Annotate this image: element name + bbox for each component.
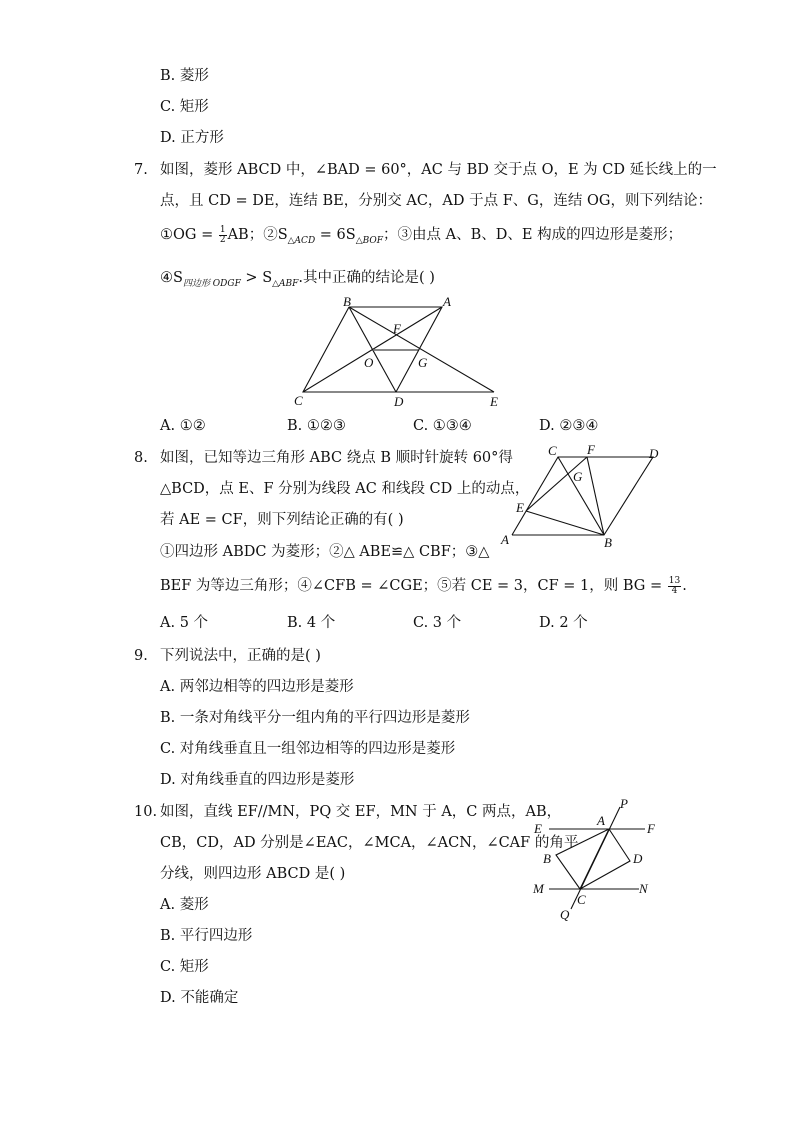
q7-option-d: D. ②③④: [539, 418, 599, 434]
q10-label-p: P: [620, 796, 628, 811]
q10-line-1: 如图，直线 EF//MN，PQ 交 EF，MN 于 A，C 两点，AB，: [160, 804, 562, 820]
q8-l5-a: BEF 为等边三角形；④∠CFB = ∠CGE；⑤若 CE = 3，CF = 1，则 BG =: [160, 578, 663, 594]
q7-label-d: D: [394, 394, 404, 409]
q8-figure: [496, 440, 666, 552]
q7-l4-c: .其中正确的结论是( ): [298, 270, 435, 286]
q8-line-3: 若 AE = CF，则下列结论正确的有( ): [160, 512, 404, 528]
q9-option-a: A. 两邻边相等的四边形是菱形: [160, 679, 354, 695]
q8-segment-fb: [587, 457, 604, 535]
q8-label-c: C: [548, 443, 557, 458]
q7-label-c: C: [294, 393, 303, 408]
q10-label-q: Q: [560, 907, 570, 922]
q7-frac-den: 2: [219, 234, 226, 245]
q8-number: 8.: [134, 450, 148, 466]
q10-label-f: F: [647, 821, 655, 836]
q8-frac-num: 13: [668, 575, 681, 586]
q10-line-3: 分线，则四边形 ABCD 是( ): [160, 866, 346, 882]
q8-line-5: [160, 576, 687, 596]
q8-l5-b: .: [682, 578, 687, 594]
q10-quadrilateral: [556, 829, 630, 889]
q7-number: 7.: [134, 162, 148, 178]
q7-option-a: A. ①②: [160, 418, 206, 434]
q8-option-b: B. 4 个: [287, 615, 336, 631]
q7-option-c: C. ①③④: [413, 418, 472, 434]
q7-label-b: B: [343, 295, 351, 309]
q8-option-a: A. 5 个: [160, 615, 209, 631]
q7-figure: [290, 295, 510, 413]
q8-line-1: 如图，已知等边三角形 ABC 绕点 B 顺时针旋转 60°得: [160, 450, 513, 466]
q10-segment-ac: [580, 829, 609, 889]
q10-option-c: C. 矩形: [160, 959, 209, 975]
q10-figure: [525, 795, 670, 925]
q7-line-4: [160, 268, 435, 294]
q6-option-b: B. 菱形: [160, 68, 209, 84]
q8-option-c: C. 3 个: [413, 615, 462, 631]
q7-line-2: 点，且 CD = DE，连结 BE，分别交 AC，AD 于点 F、G，连结 OG，则下列结论：: [160, 193, 712, 209]
q9-option-d: D. 对角线垂直的四边形是菱形: [160, 772, 355, 788]
q10-number: 10.: [134, 804, 158, 820]
q7-l3-b: AB；②S: [227, 227, 288, 243]
q10-option-a: A. 菱形: [160, 897, 209, 913]
q7-line-3: [160, 225, 682, 251]
q10-option-d: D. 不能确定: [160, 990, 239, 1006]
q7-option-b: B. ①②③: [287, 418, 346, 434]
q7-label-f: F: [393, 321, 401, 336]
q9-stem: 下列说法中，正确的是( ): [160, 648, 321, 664]
q7-l3-sub2: △BOF: [355, 235, 384, 246]
q10-label-m: M: [533, 881, 544, 896]
q7-l4-a: ④S: [160, 270, 183, 286]
q8-option-d: D. 2 个: [539, 615, 588, 631]
q8-line-4: ①四边形 ABDC 为菱形；②△ ABE≌△ CBF；③△: [160, 544, 490, 560]
q9-option-b: B. 一条对角线平分一组内角的平行四边形是菱形: [160, 710, 470, 726]
q8-fraction: [668, 577, 681, 596]
q10-line-2: CB，CD，AD 分别是∠EAC，∠MCA，∠ACN，∠CAF 的角平: [160, 835, 579, 851]
q7-line-1: 如图，菱形 ABCD 中，∠BAD = 60°，AC 与 BD 交于点 O，E 为 CD 延长线上的一: [160, 162, 717, 178]
q9-number: 9.: [134, 648, 148, 664]
q8-label-a: A: [501, 532, 509, 547]
q8-frac-den: 4: [671, 585, 678, 596]
q7-l3-d: ；③由点 A、B、D、E 构成的四边形是菱形；: [383, 227, 683, 243]
q7-label-g: G: [418, 355, 428, 370]
q10-label-b: B: [543, 851, 551, 866]
q7-l4-b: > S: [240, 270, 273, 286]
q10-label-a: A: [597, 813, 605, 828]
q7-label-a: A: [443, 295, 451, 309]
q7-l4-sub1: 四边形 ODGF: [182, 278, 241, 289]
q7-l3-sub1: △ACD: [287, 235, 316, 246]
q10-label-d: D: [633, 851, 643, 866]
q8-label-g: G: [573, 469, 583, 484]
q7-frac-num: 1: [219, 224, 226, 235]
q8-label-b: B: [604, 535, 612, 550]
q10-label-n: N: [639, 881, 648, 896]
q8-label-d: D: [649, 446, 659, 461]
q8-segment-ef: [526, 457, 587, 511]
q10-option-b: B. 平行四边形: [160, 928, 253, 944]
q8-label-f: F: [587, 442, 595, 457]
q8-rhombus: [512, 457, 653, 535]
q7-l4-sub2: △ABF: [272, 278, 299, 289]
q7-label-e: E: [490, 394, 498, 409]
q7-l3-c: = 6S: [315, 227, 356, 243]
q6-option-d: D. 正方形: [160, 130, 224, 146]
q7-fraction: [219, 226, 227, 245]
q9-option-c: C. 对角线垂直且一组邻边相等的四边形是菱形: [160, 741, 456, 757]
q10-label-e: E: [534, 821, 542, 836]
q6-option-c: C. 矩形: [160, 99, 209, 115]
q10-label-c: C: [577, 892, 586, 907]
q7-label-o: O: [364, 355, 374, 370]
q8-label-e: E: [516, 500, 524, 515]
q8-line-2: △BCD，点 E、F 分别为线段 AC 和线段 CD 上的动点，: [160, 481, 530, 497]
q7-l3-a: ①OG =: [160, 227, 214, 243]
